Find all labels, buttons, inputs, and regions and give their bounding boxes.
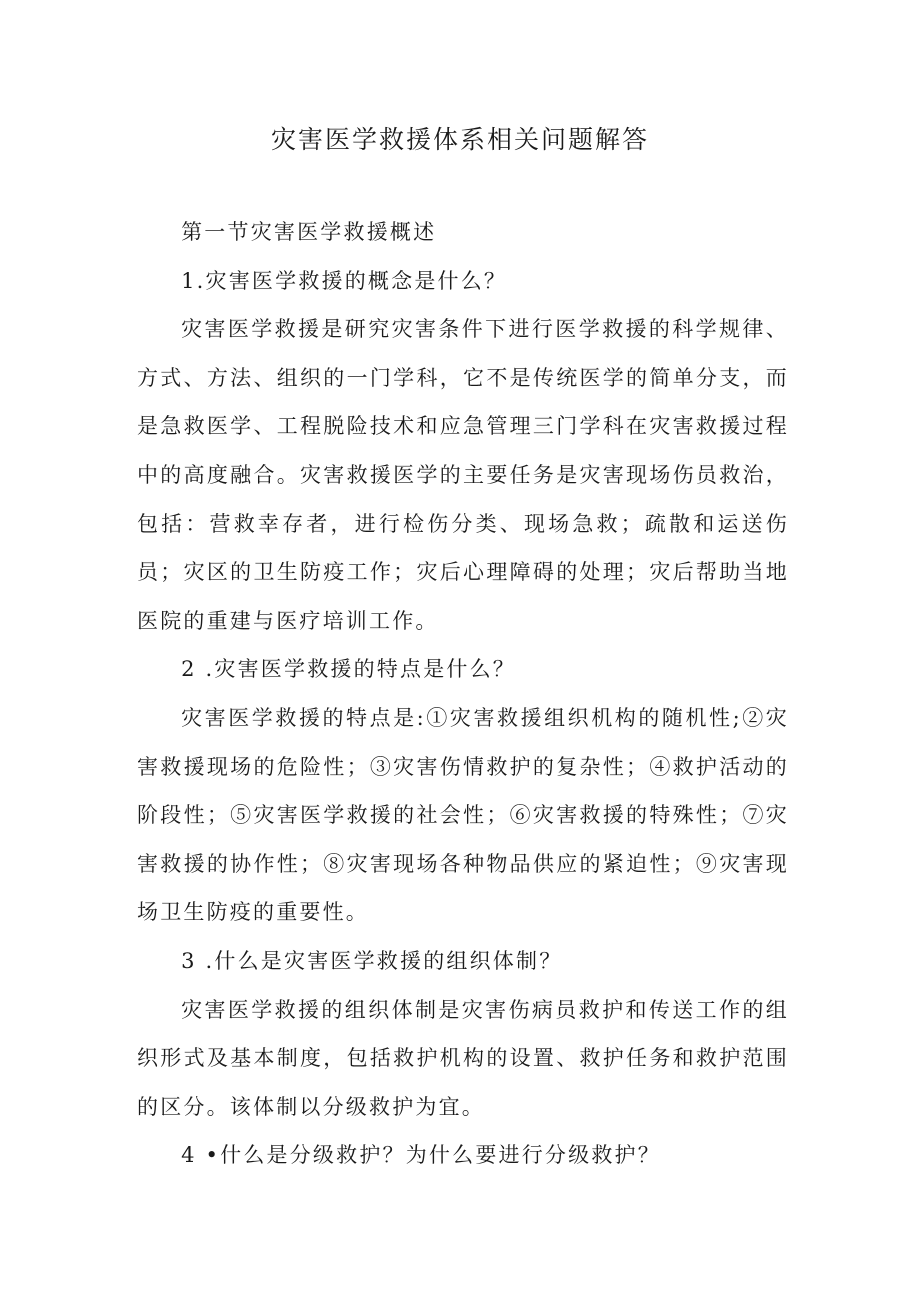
answer-3: 灾害医学救援的组织体制是灾害伤病员救护和传送工作的组织形式及基本制度，包括救护机构的设置、救护任务和救护范围的区分。该体制以分级救护为宜。: [137, 997, 789, 1119]
document-title: 灾害医学救援体系相关问题解答: [270, 125, 649, 154]
question-3: 3 .什么是灾害医学救援的组织体制？: [181, 948, 563, 973]
section-heading: 第一节灾害医学救援概述: [181, 220, 437, 244]
question-4: 4 •什么是分级救护？为什么要进行分级救护？: [181, 1143, 661, 1168]
question-2: 2 .灾害医学救援的特点是什么？: [181, 657, 517, 682]
answer-1: 灾害医学救援是研究灾害条件下进行医学救援的科学规律、方式、方法、组织的一门学科，它不是传统医学的简单分支，而是急救医学、工程脱险技术和应急管理三门学科在灾害救援过程中的高度融合。灾害救援医学的主要任务是灾害现场伤员救治，包括：营救幸存者，进行检伤分类、现场急救；疏散和运送伤员；灾区的卫生防疫工作；灾后心理障碍的处理；灾后帮助当地医院的重建与医疗培训工作。: [137, 317, 789, 633]
answer-2: 灾害医学救援的特点是:①灾害救援组织机构的随机性;②灾害救援现场的危险性；③灾害伤情救护的复杂性；④救护活动的阶段性；⑤灾害医学救援的社会性；⑥灾害救援的特殊性；⑦灾害救援的协作性；⑧灾害现场各种物品供应的紧迫性；⑨灾害现场卫生防疫的重要性。: [137, 705, 789, 925]
document-body: [137, 208, 789, 1180]
question-1: 1.灾害医学救援的概念是什么？: [181, 268, 508, 293]
